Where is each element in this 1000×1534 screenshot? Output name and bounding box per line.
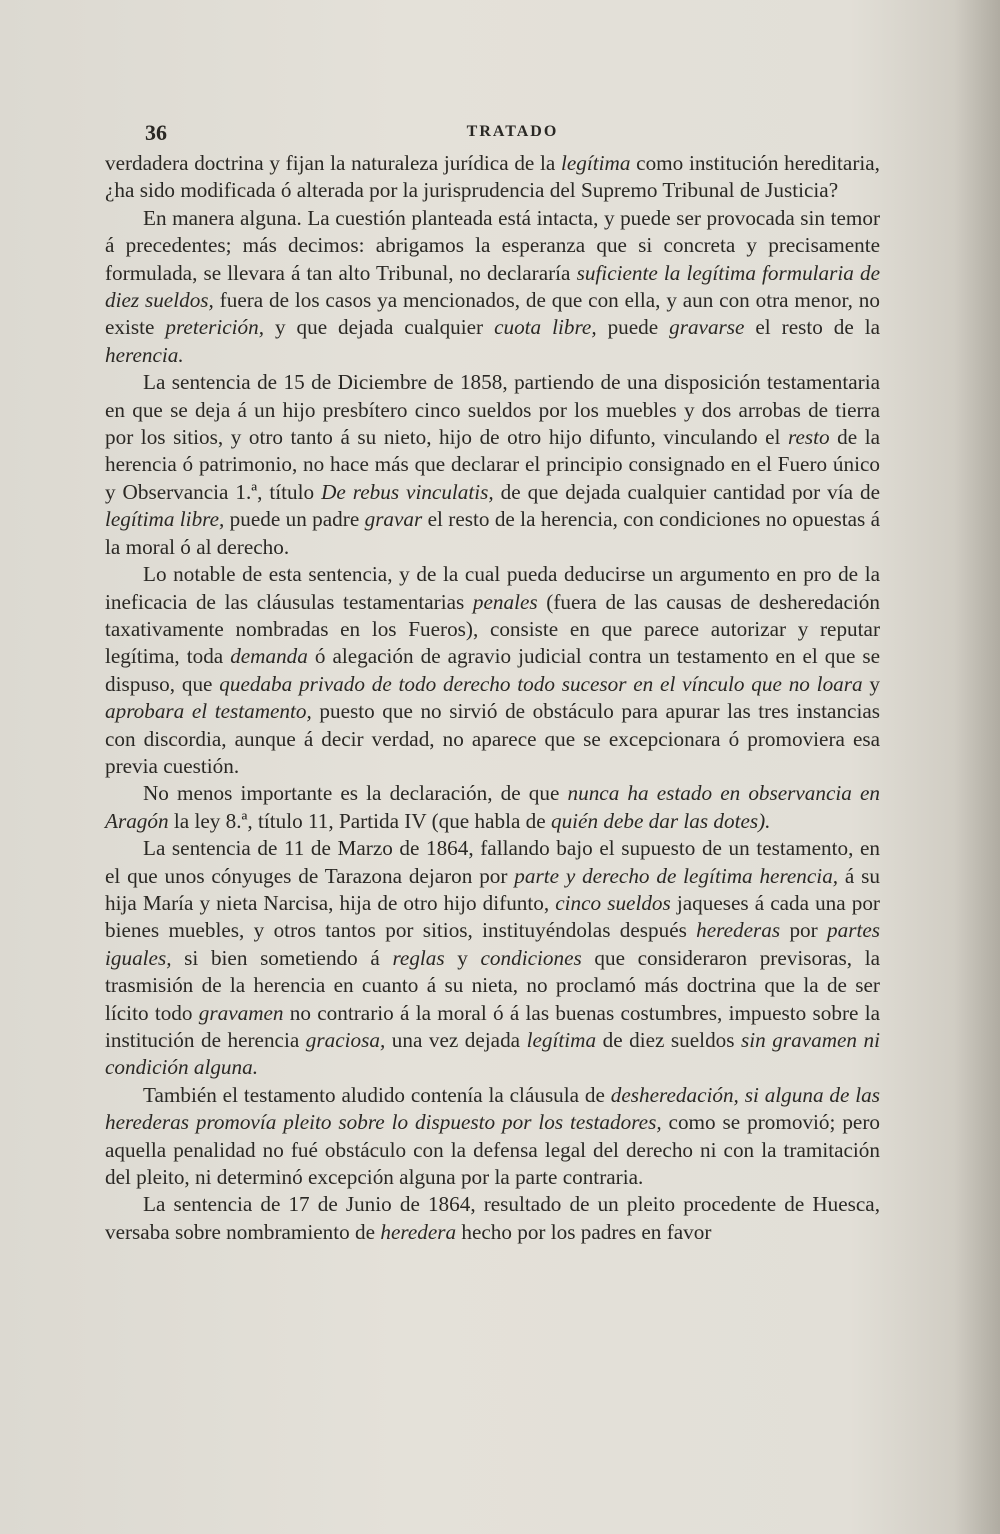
text-run: de que dejada cualquier cantidad por vía de xyxy=(493,479,881,504)
paragraph xyxy=(105,835,880,1082)
italic-text: gravarse xyxy=(669,315,745,340)
text-run: verdadera doctrina y fijan la naturaleza jurídica de la xyxy=(105,151,562,175)
text-run: y xyxy=(444,945,481,970)
paragraph xyxy=(105,561,880,780)
italic-text: gravamen xyxy=(198,1000,284,1025)
italic-text: quedaba privado de todo derecho todo sucesor en el vínculo que no loara xyxy=(219,671,863,696)
body-text xyxy=(105,150,880,1246)
italic-text: aprobara el testamento, xyxy=(105,699,312,724)
paragraph xyxy=(105,150,880,205)
italic-text: graciosa, xyxy=(305,1028,386,1052)
italic-text: resto xyxy=(787,425,830,450)
italic-text: condiciones xyxy=(480,945,582,970)
paragraph xyxy=(105,1191,880,1246)
text-run: que consideraron previsoras, la trasmisión de la herencia en cuanto á su nieta, no proclamó más doctrina que la de ser lícito todo xyxy=(105,945,881,1025)
text-run: puesto que no sirvió de obstáculo para apurar las tres instancias con discordia, aunque á decir verdad, no aparece que se excepcionara ó promoviera esa previa cuestión. xyxy=(105,699,880,778)
italic-text: nunca ha estado en observancia en Aragón xyxy=(105,781,881,833)
italic-text: reglas xyxy=(392,945,445,970)
text-run: y que dejada cualquier xyxy=(264,315,495,340)
italic-text: demanda xyxy=(230,644,308,669)
italic-text: sin gravamen ni condición alguna. xyxy=(105,1028,881,1080)
italic-text: quién debe dar las dotes). xyxy=(550,808,771,833)
italic-text: cinco sueldos xyxy=(555,890,671,915)
text-run: no contrario á la moral ó á las buenas costumbres, impuesto sobre la institución de herencia xyxy=(105,1000,880,1052)
text-run: y xyxy=(862,671,881,696)
italic-text: partes iguales, xyxy=(105,918,880,970)
italic-text: cuota libre, xyxy=(494,315,597,340)
paragraph xyxy=(105,369,880,561)
page-number: 36 xyxy=(145,120,167,145)
text-run: el resto de la herencia, con condiciones no opuestas á la moral ó al derecho. xyxy=(105,507,881,559)
text-run: el resto de la xyxy=(744,315,881,340)
running-head: TRATADO xyxy=(466,123,559,140)
italic-text: heredera xyxy=(380,1219,457,1244)
text-run: (fuera de las causas de desheredación taxativamente nombradas en los Fueros), consiste en que parece autorizar y reputar legítima, toda xyxy=(105,589,880,669)
text-run: puede un padre xyxy=(224,507,365,532)
italic-text: herencia. xyxy=(105,342,184,367)
text-run: jaqueses á cada una por bienes muebles, y otros tantos por sitios, instituyéndolas después xyxy=(105,890,880,943)
italic-text: legítima xyxy=(561,151,631,175)
text-run: una vez dejada xyxy=(385,1028,527,1052)
text-run: como institución hereditaria, ¿ha sido modificada ó alterada por la jurisprudencia del Supremo Tribunal de Justicia? xyxy=(105,151,880,203)
text-run: Lo notable de esta sentencia, y de la cual pueda deducirse un argumento en pro de la ineficacia de las cláusulas testamentarias xyxy=(105,562,880,614)
page-header xyxy=(145,120,880,150)
italic-text: parte y derecho de legítima herencia, xyxy=(514,863,839,888)
italic-text: desheredación, si alguna de las herederas promovía pleito sobre lo dispuesto por los testadores, xyxy=(105,1082,880,1135)
italic-text: legítima libre, xyxy=(105,507,225,532)
text-run: La sentencia de 17 de Junio de 1864, resultado de un pleito procedente de Huesca, versaba sobre nombramiento de xyxy=(105,1192,880,1244)
paragraph xyxy=(105,780,880,835)
text-run: La sentencia de 11 de Marzo de 1864, fallando bajo el supuesto de un testamento, en el que unos cónyuges de Tarazona dejaron por xyxy=(105,836,880,888)
text-run: La sentencia de 15 de Diciembre de 1858, partiendo de una disposición testamentaria en que se deja á un hijo presbítero cinco sueldos por los muebles y dos arrobas de tierra por los sitios, y otro tanto á su nieto, hijo de otro hijo difunto, vinculando el xyxy=(105,370,880,450)
text-run: También el testamento aludido contenía la cláusula de xyxy=(143,1082,611,1107)
page-gutter-shadow xyxy=(954,0,1000,1534)
text-run: de la herencia ó patrimonio, no hace más que declarar el principio consignado en el Fuero único y Observancia 1.ª, título xyxy=(105,425,880,504)
italic-text: legítima xyxy=(526,1028,597,1052)
text-run: si bien sometiendo á xyxy=(171,945,393,970)
italic-text: gravar xyxy=(364,507,423,532)
text-run: la ley 8.ª, título 11, Partida IV (que habla de xyxy=(168,808,551,833)
italic-text: De rebus vinculatis, xyxy=(321,479,494,504)
paragraph xyxy=(105,205,880,369)
text-run: hecho por los padres en favor xyxy=(456,1219,712,1244)
text-run: ó alegación de agravio judicial contra un testamento en el que se dispuso, que xyxy=(105,644,880,696)
italic-text: penales xyxy=(472,589,538,614)
italic-text: suficiente la legítima formularia de diez sueldos, xyxy=(105,260,880,313)
italic-text: preterición, xyxy=(165,315,265,340)
text-run: de diez sueldos xyxy=(596,1028,742,1052)
italic-text: herederas xyxy=(696,918,781,943)
text-run: fuera de los casos ya mencionados, de que con ella, y aun con otra menor, no existe xyxy=(105,288,880,340)
text-run: En manera alguna. La cuestión planteada está intacta, y puede ser provocada sin temor á precedentes; más decimos: abrigamos la esperanza que si concreta y precisamente formulada, se llevara á tan alto Tribunal, no declararía xyxy=(105,205,880,285)
text-run: No menos importante es la declaración, de que xyxy=(143,781,568,806)
text-run: como se promovió; pero aquella penalidad no fué obstáculo con la defensa legal del derecho ni con la tramitación del pleito, ni determinó excepción alguna por la parte contraria. xyxy=(105,1110,880,1190)
text-run: por xyxy=(780,918,828,943)
text-run: á su hija María y nieta Narcisa, hija de otro hijo difunto, xyxy=(105,863,880,915)
text-run: puede xyxy=(596,315,670,340)
paragraph xyxy=(105,1082,880,1192)
